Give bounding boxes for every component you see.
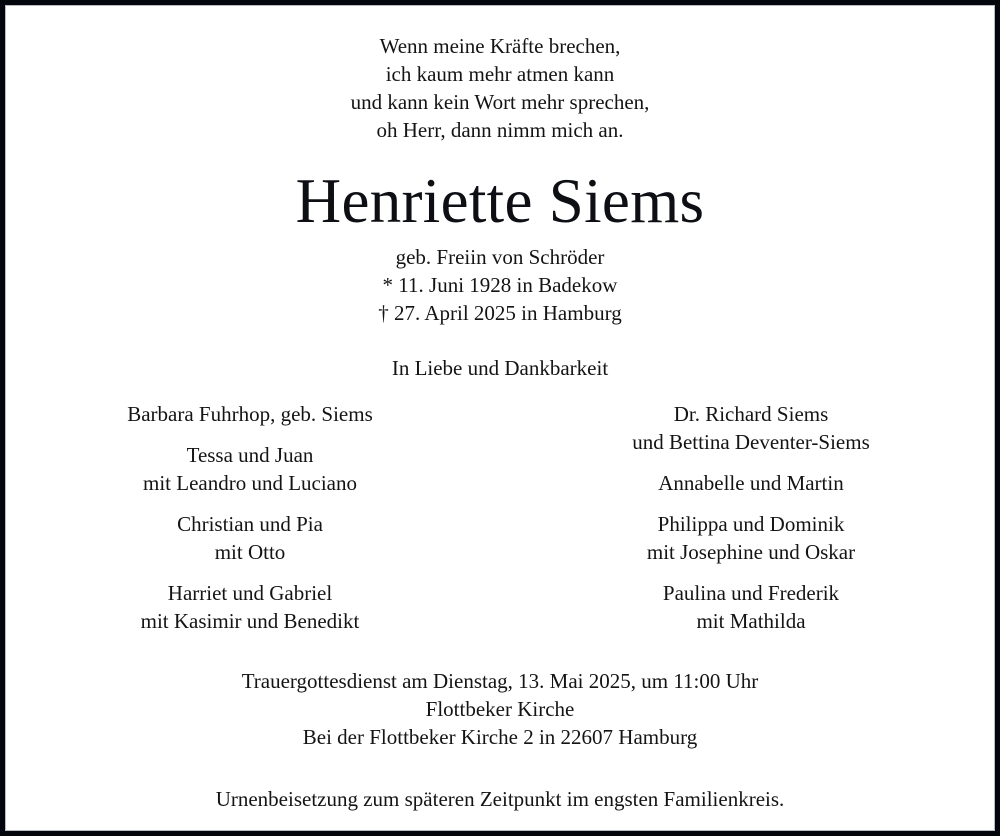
burial-note-text: Urnenbeisetzung zum späteren Zeitpunkt im engsten Familienkreis.	[215, 787, 785, 811]
poem-line: Wenn meine Kräfte brechen,	[379, 34, 621, 58]
poem-line: und kann kein Wort mehr sprechen,	[350, 90, 650, 114]
service-venue: Flottbeker Kirche	[425, 697, 575, 721]
mourner-line: Philippa und Dominik	[657, 512, 845, 536]
mourner-line: Harriet und Gabriel	[167, 581, 333, 605]
burial-note	[5, 785, 995, 813]
mourner-group	[601, 400, 901, 456]
mourner-group	[601, 510, 901, 566]
poem-line: oh Herr, dann nimm mich an.	[376, 118, 624, 142]
mourner-group	[601, 579, 901, 635]
mourner-line: Paulina und Frederik	[662, 581, 840, 605]
mourner-line: Barbara Fuhrhop, geb. Siems	[127, 402, 373, 426]
mourner-group	[100, 579, 400, 635]
mourner-line: mit Mathilda	[696, 609, 806, 633]
dedication	[5, 354, 995, 382]
birth-name: geb. Freiin von Schröder	[395, 245, 605, 269]
birth-date: * 11. Juni 1928 in Badekow	[382, 273, 618, 297]
service-datetime: Trauergottesdienst am Dienstag, 13. Mai 2025, um 11:00 Uhr	[241, 669, 759, 693]
dedication-text: In Liebe und Dankbarkeit	[391, 356, 609, 380]
poem	[5, 32, 995, 144]
obituary-notice	[5, 5, 995, 831]
mourner-line: mit Josephine und Oskar	[646, 540, 856, 564]
mourner-line: mit Leandro und Luciano	[142, 471, 358, 495]
poem-line: ich kaum mehr atmen kann	[385, 62, 615, 86]
mourner-group	[100, 400, 400, 428]
deceased-name: Henriette Siems	[295, 166, 705, 236]
mourner-line: mit Otto	[214, 540, 286, 564]
mourner-line: Christian und Pia	[177, 512, 323, 536]
deceased-details	[5, 243, 995, 327]
mourner-line: und Bettina Deventer-Siems	[632, 430, 870, 454]
service-address: Bei der Flottbeker Kirche 2 in 22607 Hamburg	[302, 725, 698, 749]
mourner-group	[100, 510, 400, 566]
mourner-group	[601, 469, 901, 497]
mourner-line: Tessa und Juan	[186, 443, 314, 467]
death-date: † 27. April 2025 in Hamburg	[378, 301, 622, 325]
funeral-service-info	[5, 667, 995, 751]
mourner-line: Annabelle und Martin	[658, 471, 844, 495]
mourner-group	[100, 441, 400, 497]
mourner-line: Dr. Richard Siems	[673, 402, 829, 426]
mourner-line: mit Kasimir und Benedikt	[140, 609, 360, 633]
